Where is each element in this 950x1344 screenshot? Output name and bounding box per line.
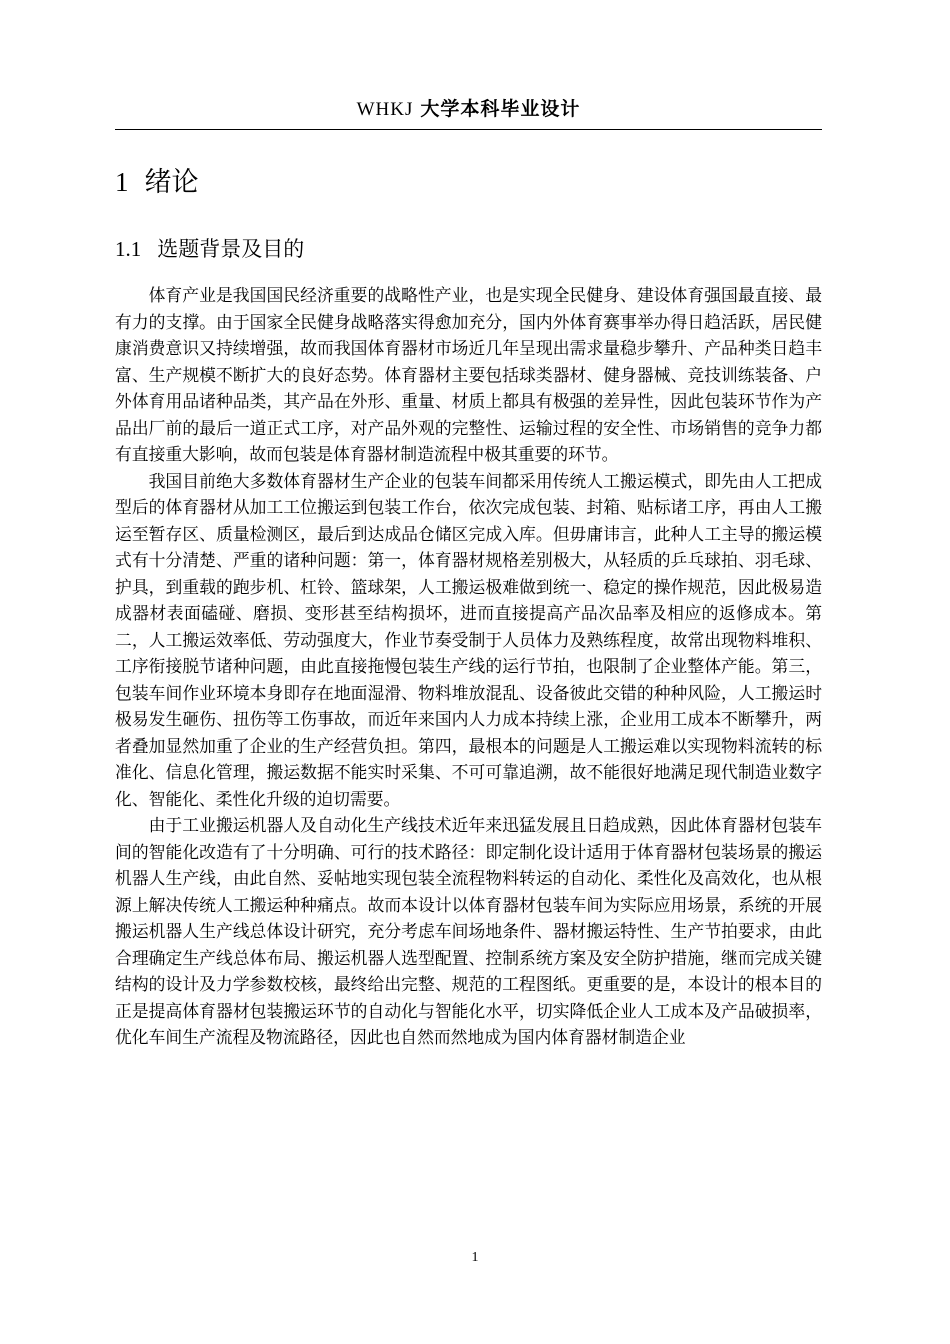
section-number: 1.1 [115,237,142,261]
chapter-number: 1 [115,167,129,197]
paragraph-3: 由于工业搬运机器人及自动化生产线技术近年来迅猛发展且日趋成熟，因此体育器材包装车间的智能化改造有了十分明确、可行的技术路径：即定制化设计适用于体育器材包装场景的搬运机器人生产线，由此自然、妥帖地实现包装全流程物料转运的自动化、柔性化及高效化，也从根源上解决传统人工搬运种种痛点。故而本设计以体育器材包装车间为实际应用场景，系统的开展搬运机器人生产线总体设计研究，充分考虑车间场地条件、器材搬运特性、生产节拍要求，由此合理确定生产线总体布局、搬运机器人选型配置、控制系统方案及安全防护措施，继而完成关键结构的设计及力学参数校核，最终给出完整、规范的工程图纸。更重要的是，本设计的根本目的正是提高体育器材包装搬运环节的自动化与智能化水平，切实降低企业人工成本及产品破损率，优化车间生产流程及物流路径，因此也自然而然地成为国内体育器材制造企业 [115,815,822,1047]
running-header [115,96,822,123]
chapter-heading [115,162,199,203]
header-divider [115,129,822,130]
page-number: 1 [471,1250,479,1265]
header-title: 大学本科毕业设计 [420,98,581,120]
paragraph-1: 体育产业是我国国民经济重要的战略性产业，也是实现全民健身、建设体育强国最直接、最有力的支撑。由于国家全民健身战略落实得愈加充分，国内外体育赛事举办得日趋活跃，居民健康消费意识又持续增强，故而我国体育器材市场近几年呈现出需求量稳步攀升、产品种类日趋丰富、生产规模不断扩大的良好态势。体育器材主要包括球类器材、健身器械、竞技训练装备、户外体育用品诸种品类，其产品在外形、重量、材质上都具有极强的差异性，因此包装环节作为产品出厂前的最后一道正式工序，对产品外观的完整性、运输过程的安全性、市场销售的竞争力都有直接重大影响，故而包装是体育器材制造流程中极其重要的环节。 [115,285,822,464]
section-heading [115,232,304,266]
header-school-code: WHKJ [356,99,414,120]
body-text [115,282,822,1051]
paragraph-2: 我国目前绝大多数体育器材生产企业的包装车间都采用传统人工搬运模式，即先由人工把成型后的体育器材从加工工位搬运到包装工作台，依次完成包装、封箱、贴标诸工序，再由人工搬运至暂存区、质量检测区，最后到达成品仓储区完成入库。但毋庸讳言，此种人工主导的搬运模式有十分清楚、严重的诸种问题：第一，体育器材规格差别极大，从轻质的乒乓球拍、羽毛球、护具，到重载的跑步机、杠铃、篮球架，人工搬运极难做到统一、稳定的操作规范，因此极易造成器材表面磕碰、磨损、变形甚至结构损坏，进而直接提高产品次品率及相应的返修成本。第二，人工搬运效率低、劳动强度大，作业节奏受制于人员体力及熟练程度，故常出现物料堆积、工序衔接脱节诸种问题，由此直接拖慢包装生产线的运行节拍，也限制了企业整体产能。第三，包装车间作业环境本身即存在地面湿滑、物料堆放混乱、设备彼此交错的种种风险，人工搬运时极易发生砸伤、扭伤等工伤事故，而近年来国内人力成本持续上涨，企业用工成本不断攀升，两者叠加显然加重了企业的生产经营负担。第四，最根本的问题是人工搬运难以实现物料流转的标准化、信息化管理，搬运数据不能实时采集、不可可靠追溯，故不能很好地满足现代制造业数字化、智能化、柔性化升级的迫切需要。 [115,470,822,809]
chapter-title: 绪论 [144,167,199,198]
section-title: 选题背景及目的 [157,237,305,261]
